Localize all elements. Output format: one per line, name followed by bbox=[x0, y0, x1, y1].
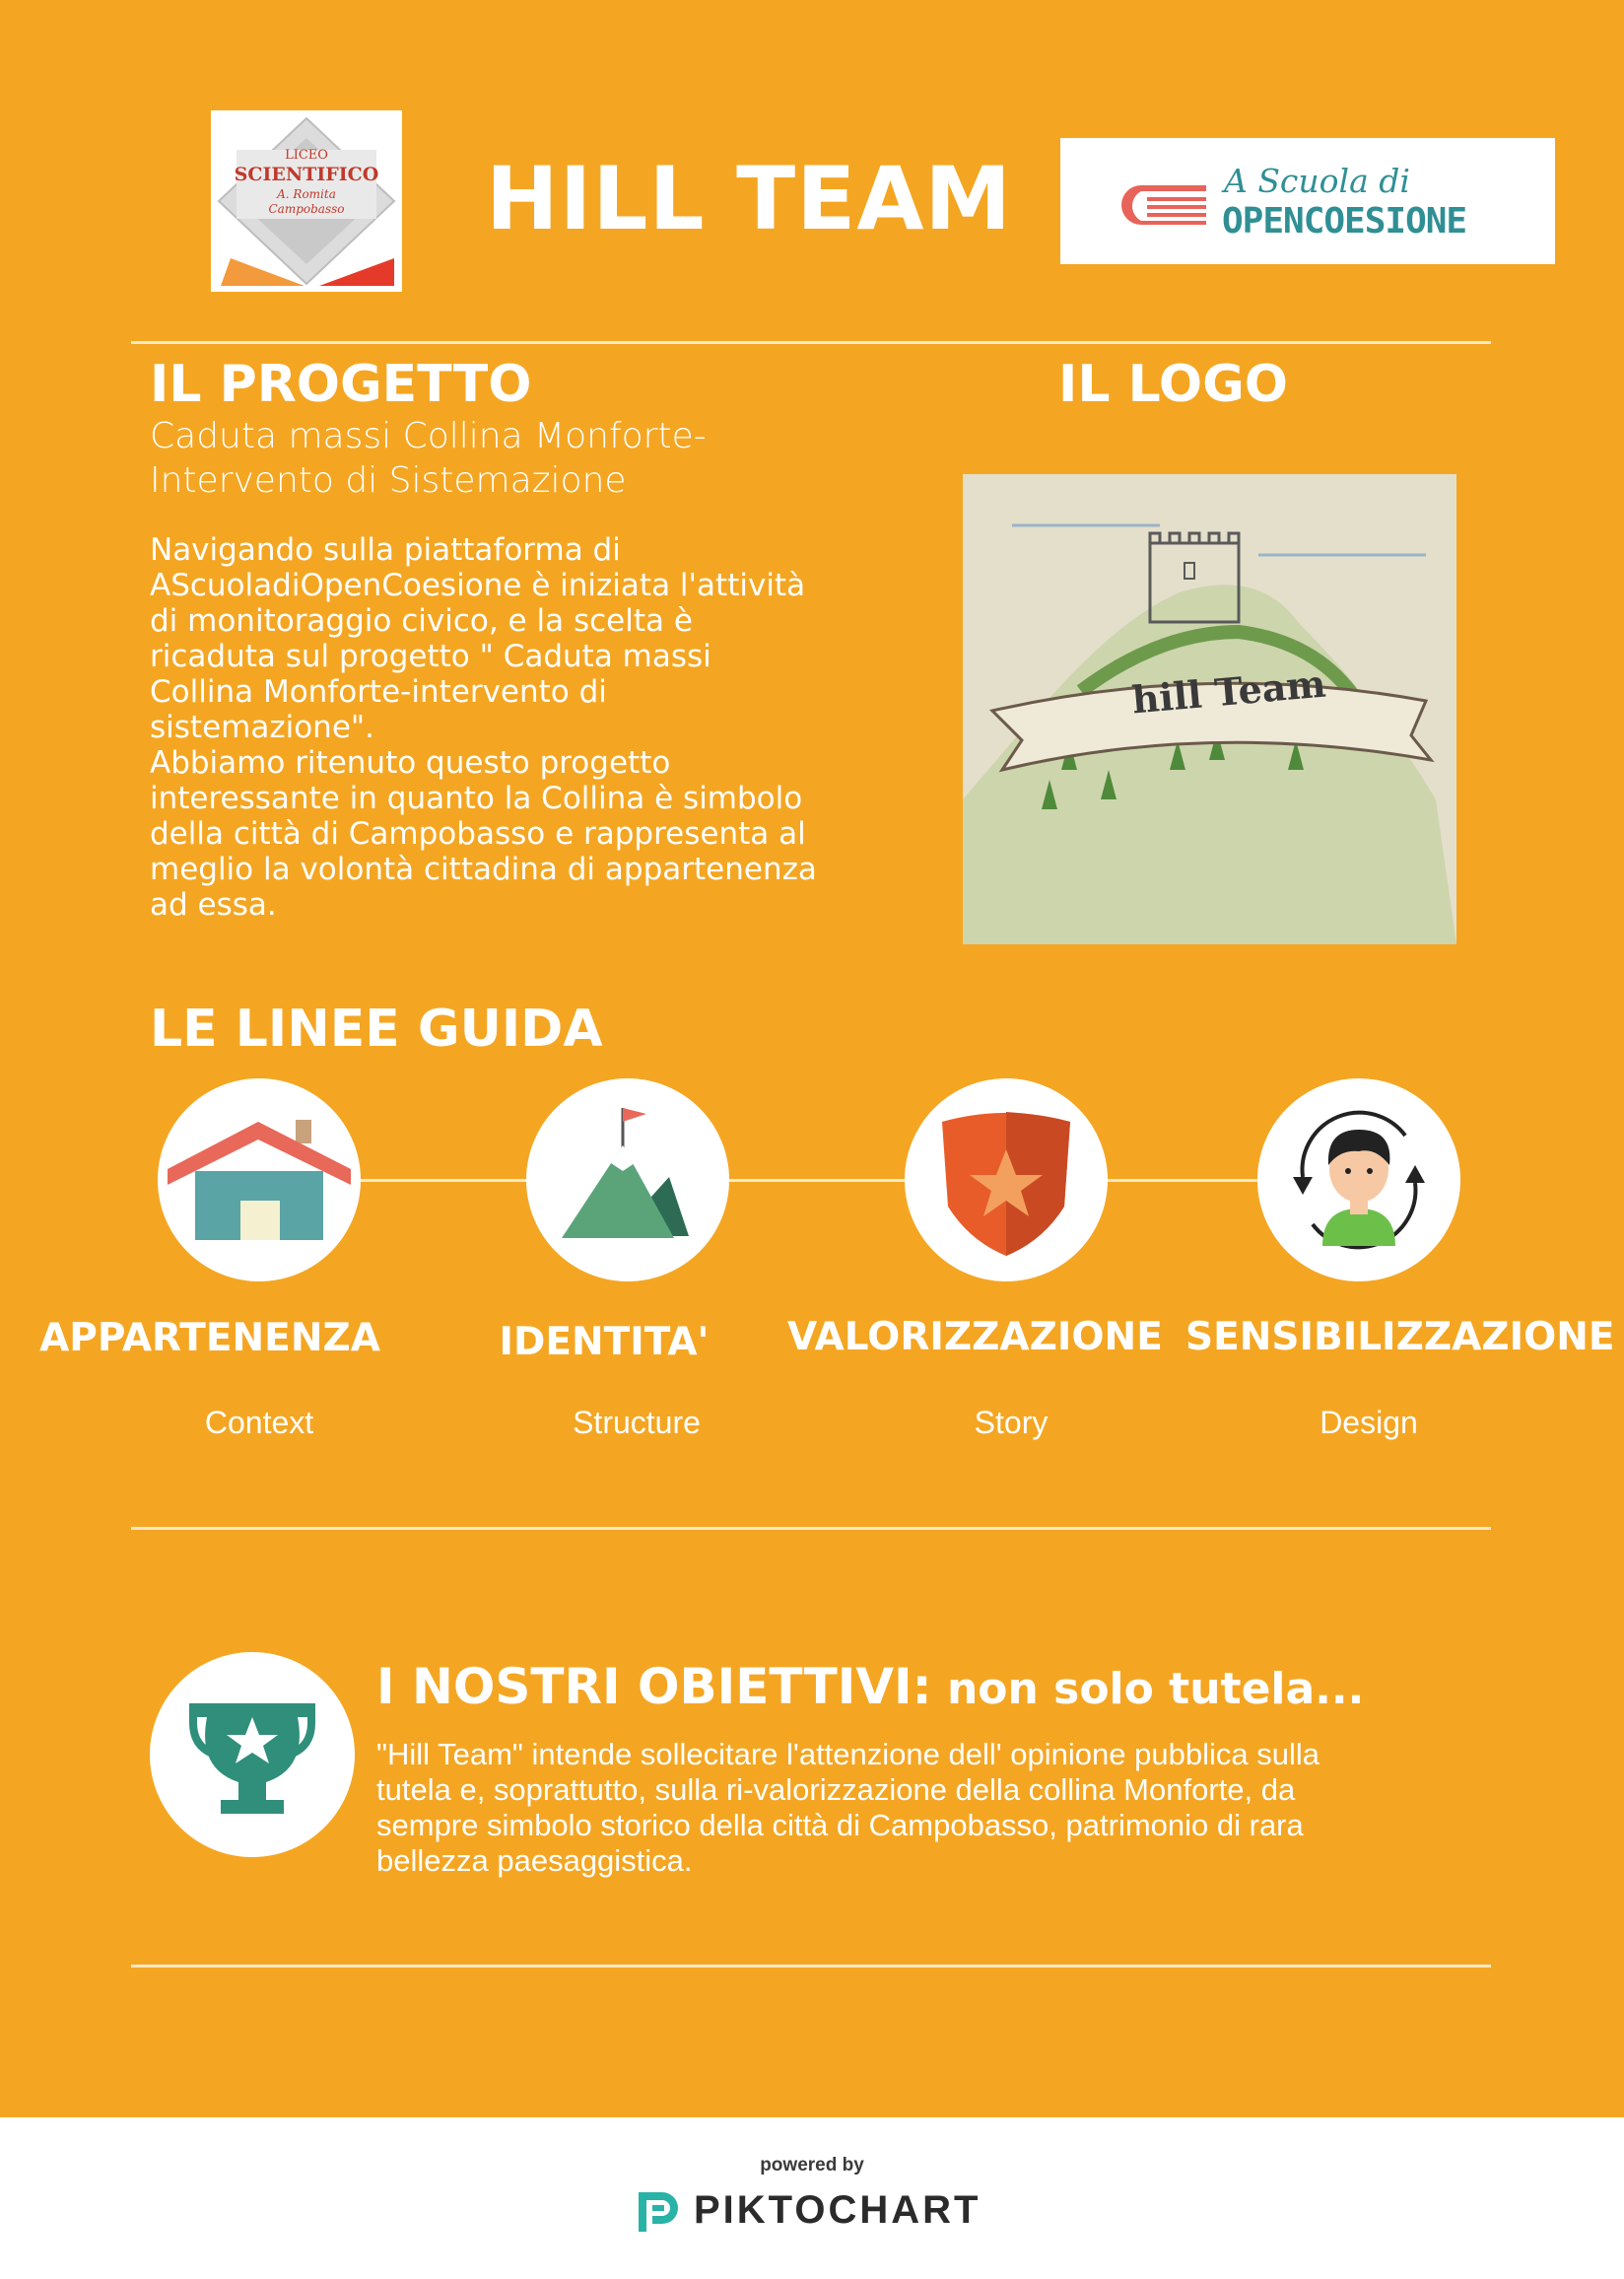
divider bbox=[131, 1527, 1491, 1530]
house-icon bbox=[158, 1078, 361, 1281]
project-heading: IL PROGETTO bbox=[150, 355, 532, 414]
project-description bbox=[150, 532, 820, 923]
school-logo-line2: SCIENTIFICO bbox=[234, 164, 379, 185]
shield-star-icon bbox=[905, 1078, 1108, 1281]
school-logo-line3: A. Romita bbox=[277, 187, 336, 201]
guideline-label-1: APPARTENENZA bbox=[39, 1316, 380, 1360]
guideline-label-4: SENSIBILIZZAZIONE bbox=[1185, 1315, 1615, 1359]
person-cycle-icon bbox=[1257, 1078, 1460, 1281]
piktochart-brand[interactable] bbox=[631, 2184, 1005, 2240]
project-subtitle-line1: Caduta massi Collina Monforte- bbox=[150, 416, 707, 456]
logo-banner-text: hill Team bbox=[1129, 660, 1328, 723]
powered-by-text: powered by bbox=[760, 2155, 864, 2175]
guideline-circle-4 bbox=[1257, 1078, 1460, 1281]
partner-logo-line2: OPENCOESIONE bbox=[1222, 201, 1467, 242]
objectives-description: "Hill Team" intende sollecitare l'attenzione dell' opinione pubblica sulla tutela e, soprattutto, sulla ri-valorizzazione della collina Monforte, da sempre simbolo storico della città di Campobasso, patrimonio di rara bellezza paesaggistica. bbox=[376, 1737, 1320, 1878]
guideline-sub-1: Context bbox=[204, 1405, 314, 1440]
logo-heading: IL LOGO bbox=[1058, 355, 1288, 414]
objectives-title-suffix: non solo tutela... bbox=[931, 1664, 1365, 1714]
guideline-sub-2: Structure bbox=[573, 1405, 701, 1440]
project-description-p2: Abbiamo ritenuto questo progetto interessante in quanto la Collina è simbolo della città di Campobasso e rappresenta al meglio la volontà cittadina di appartenenza ad essa. bbox=[150, 745, 817, 923]
book-icon bbox=[1112, 181, 1210, 227]
piktochart-logo-icon bbox=[633, 2186, 684, 2238]
project-description-p1: Navigando sulla piattaforma di AScuoladiOpenCoesione è iniziata l'attività di monitoraggio civico, e la scelta è ricaduta sul progetto " Caduta massi Collina Monforte-intervento di sistemazione". bbox=[150, 532, 806, 745]
guideline-circle-2 bbox=[526, 1078, 729, 1281]
divider bbox=[131, 1965, 1491, 1968]
trophy-icon bbox=[150, 1652, 355, 1857]
piktochart-brand-text: PIKTOCHART bbox=[694, 2188, 981, 2232]
partner-logo bbox=[1060, 138, 1555, 264]
mountain-flag-icon bbox=[526, 1078, 729, 1281]
objectives-title bbox=[376, 1658, 1559, 1715]
guideline-sub-4: Design bbox=[1320, 1405, 1418, 1440]
partner-logo-line1: A Scuola di bbox=[1224, 162, 1410, 200]
school-logo-line4: Campobasso bbox=[268, 202, 345, 216]
guideline-circle-1 bbox=[158, 1078, 361, 1281]
hill-team-logo-image bbox=[963, 474, 1456, 944]
guidelines-heading: LE LINEE GUIDA bbox=[150, 1000, 603, 1059]
school-logo bbox=[211, 110, 402, 292]
project-subtitle-line2: Intervento di Sistemazione bbox=[150, 460, 627, 501]
divider bbox=[131, 341, 1491, 344]
trophy-circle bbox=[150, 1652, 355, 1857]
guideline-label-2: IDENTITA' bbox=[499, 1320, 710, 1364]
guideline-circle-3 bbox=[905, 1078, 1108, 1281]
guideline-label-3: VALORIZZAZIONE bbox=[787, 1315, 1163, 1359]
project-subtitle bbox=[150, 414, 780, 503]
page-title: HILL TEAM bbox=[486, 148, 1012, 249]
guideline-sub-3: Story bbox=[974, 1405, 1049, 1440]
school-logo-line1: LICEO bbox=[285, 148, 328, 163]
objectives-title-main: I NOSTRI OBIETTIVI: bbox=[376, 1658, 932, 1715]
